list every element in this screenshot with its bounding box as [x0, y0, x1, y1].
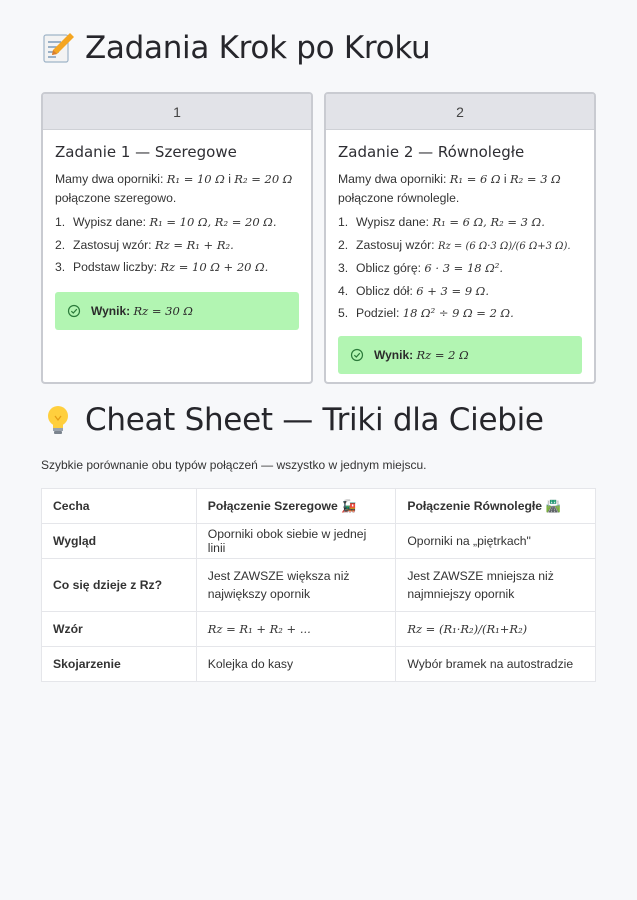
list-item: 3. Oblicz górę: 6 · 3 = 18 Ω². — [338, 261, 504, 275]
table-cell: Wygląd — [42, 524, 197, 559]
table-cell: Skojarzenie — [42, 647, 197, 682]
table-row — [42, 612, 596, 647]
steps-list — [55, 214, 299, 276]
task-title: Zadanie 1 — Szeregowe — [55, 143, 237, 161]
list-item: 1. Wypisz dane: R₁ = 6 Ω, R₂ = 3 Ω. — [338, 215, 545, 229]
table-row — [42, 524, 596, 559]
table-cell: Rz = R₁ + R₂ + ... — [196, 612, 396, 647]
table-cell: Oporniki na „piętrkach" — [396, 524, 596, 559]
result-box: Wynik: Rz = 2 Ω — [338, 336, 582, 374]
list-item: 5. Podziel: 18 Ω² ÷ 9 Ω = 2 Ω. — [338, 306, 514, 320]
light-bulb-icon — [41, 403, 75, 437]
check-circle-icon — [350, 348, 364, 362]
task-card-header: 2 — [326, 94, 594, 130]
task-card-header: 1 — [43, 94, 311, 130]
page-title — [41, 30, 430, 66]
table-row — [42, 647, 596, 682]
list-item: 2. Zastosuj wzór: Rz = (6 Ω·3 Ω)/(6 Ω+3 Ω). — [338, 237, 571, 252]
table-cell: Wybór bramek na autostradzie — [396, 647, 596, 682]
table-cell: Jest ZAWSZE większa niż największy opornik — [196, 559, 396, 612]
table-cell: Co się dzieje z Rz? — [42, 559, 197, 612]
table-header-cell: Połączenie Równoległe 🛣️ — [396, 489, 596, 524]
task-intro: Mamy dwa oporniki: R₁ = 6 Ω i R₂ = 3 Ω połączone równolegle. — [338, 172, 561, 205]
result-box: Wynik: Rz = 30 Ω — [55, 292, 299, 330]
task-card-2 — [324, 92, 596, 384]
list-item: 2. Zastosuj wzór: Rz = R₁ + R₂. — [55, 237, 234, 252]
table-cell: Jest ZAWSZE mniejsza niż najmniejszy opornik — [396, 559, 596, 612]
steps-list — [338, 214, 582, 322]
list-item: 3. Podstaw liczby: Rz = 10 Ω + 20 Ω. — [55, 260, 269, 274]
check-circle-icon — [67, 304, 81, 318]
table-header-cell: Połączenie Szeregowe 🚂 — [196, 489, 396, 524]
table-header-row — [42, 489, 596, 524]
table-row — [42, 559, 596, 612]
table-cell: Oporniki obok siebie w jednej linii — [196, 524, 396, 559]
task-card-1 — [41, 92, 313, 384]
table-header-cell: Cecha — [42, 489, 197, 524]
section-subtitle: Szybkie porównanie obu typów połączeń — wszystko w jednym miejscu. — [41, 458, 427, 472]
task-title: Zadanie 2 — Równoległe — [338, 143, 525, 161]
table-cell: Wzór — [42, 612, 197, 647]
section-title — [41, 402, 544, 438]
table-cell: Kolejka do kasy — [196, 647, 396, 682]
task-intro: Mamy dwa oporniki: R₁ = 10 Ω i R₂ = 20 Ω połączone szeregowo. — [55, 172, 293, 205]
list-item: 4. Oblicz dół: 6 + 3 = 9 Ω. — [338, 283, 489, 298]
list-item: 1. Wypisz dane: R₁ = 10 Ω, R₂ = 20 Ω. — [55, 215, 277, 229]
section-title-text: Cheat Sheet — Triki dla Ciebie — [85, 402, 544, 438]
table-cell: Rz = (R₁·R₂)/(R₁+R₂) — [396, 612, 596, 647]
comparison-table — [41, 488, 596, 682]
memo-icon — [41, 31, 75, 65]
page-title-text: Zadania Krok po Kroku — [85, 30, 431, 66]
